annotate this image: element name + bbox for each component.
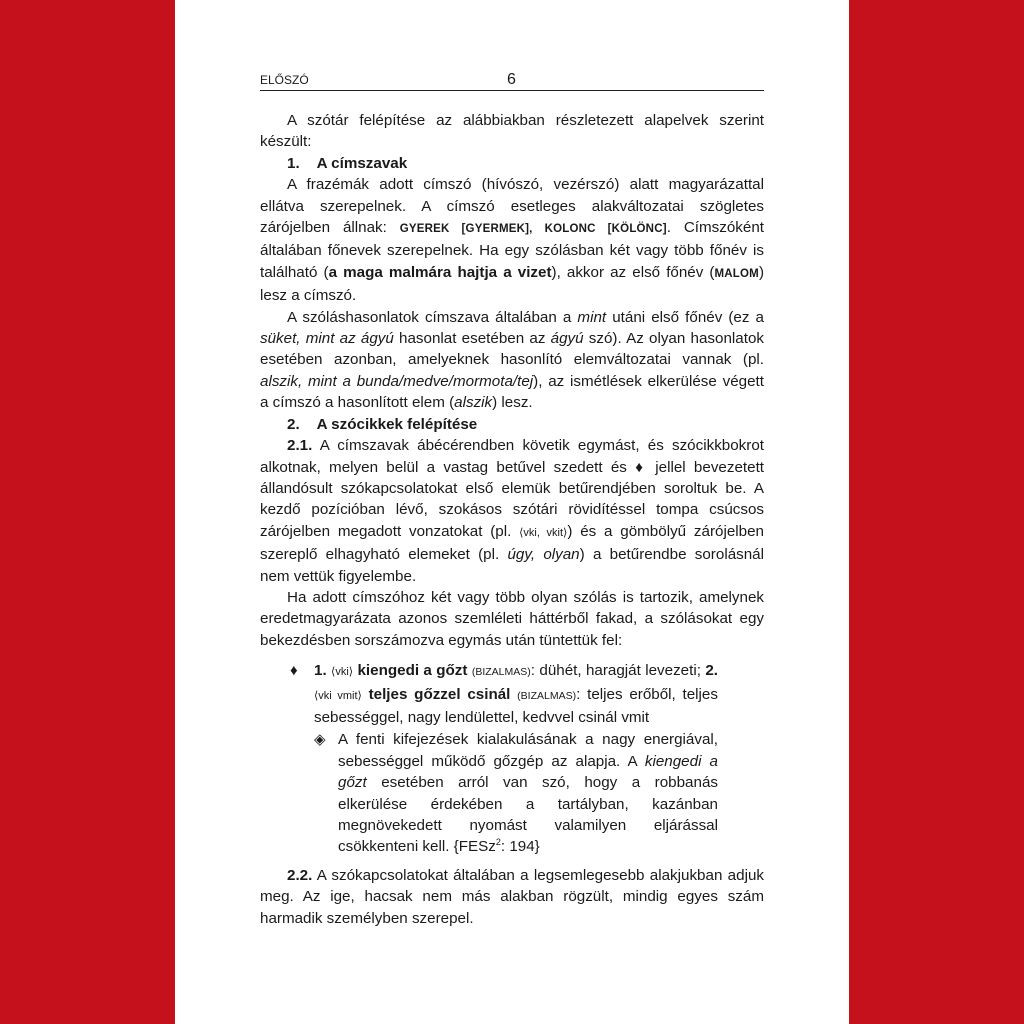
intro-paragraph: A szótár felépítése az alábbiakban részletezett alapelvek szerint készült: (260, 112, 764, 151)
paragraph-2-2: 2.2. A szókapcsolatokat általában a legsemlegesebb alakjukban adjuk meg. Az ige, hacsak nem más alakban rögzült, mindig egyes szám harmadik személyben szerepel. (260, 866, 764, 927)
example-entry (260, 660, 764, 858)
heading-1: 1. A címszavak (287, 154, 408, 172)
page-number: 6 (507, 71, 516, 88)
diamond-icon: ♦ (635, 458, 647, 476)
etymology-note: ◈ A fenti kifejezések kialakulásának a nagy energiával, sebességgel működő gőzgép az alapja. A kiengedi a gőzt esetében arról van szó, hogy a robbanás elkerülése érdekében a tartályban, kazánban megnövekedett nyomást valamilyen eljárással csökkenteni kell. {FESz$^2$: 194} (314, 731, 718, 856)
paragraph-numbering: Ha adott címszóhoz két vagy több olyan szólás is tartozik, amelynek eredetmagyarázata azonos szemléleti háttérből fakad, a szólásokat egy bekezdésben sorszámozva egymás után tüntettük fel: (260, 588, 764, 649)
paragraph-similes: A szóláshasonlatok címszava általában a mint utáni első főnév (ez a süket, mint az ágyú hasonlat esetében az ágyú szó). Az olyan hasonlatok esetében azonban, amelyeknek hasonlító elemváltozatai vannak (pl. alszik, mint a bunda/medve/mormota/tej), az ismétlések elkerülése végett a címszó a hasonlított elem (alszik) lesz. (260, 308, 764, 412)
diamond-icon: ♦ (290, 662, 298, 680)
paragraph-headwords: A frazémák adott címszó (hívószó, vezérszó) alatt magyarázattal ellátva szerepelnek. A címszó esetleges alakváltozatai szögletes zárójelben állnak: GYEREK [GYERMEK], KOLONC [KÖLÖNC]. Címszóként általában főnevek szerepelnek. Ha egy szólásban két vagy több főnév is található (a maga malmára hajtja a vizet), akkor az első főnév (MALOM) lesz a címszó. (260, 176, 764, 305)
entry-text: 1. ⟨vki⟩ kiengedi a gőzt (BIZALMAS): dühét, haragját levezeti; 2. ⟨vki vmit⟩ teljes gőzzel csinál (BIZALMAS): teljes erőből, teljes sebességgel, nagy lendülettel, kedvvel csinál vmit (314, 662, 718, 726)
paragraph-2-1: 2.1. A címszavak ábécérendben követik egymást, és szócikkbokrot alkotnak, melyen belül a vastag betűvel szedett és ♦ jellel bevezetett állandósult szókapcsolatokat első elemük betűrendjében soroltuk be. A kezdő pozícióban lévő, szokásos szótári rövidítéssel tompa csúcsos zárójelben megadott vonzatokat (pl. ⟨vki, vkit⟩) és a gömbölyű zárójelben szereplő elhagyható elemeket (pl. úgy, olyan) a betűrendbe sorolásnál nem vettük figyelembe. (260, 437, 765, 585)
outlined-diamond-icon: ◈ (314, 731, 326, 749)
book-page (175, 0, 849, 1024)
page-body (260, 110, 764, 929)
section-title: ELŐSZÓ (260, 73, 309, 87)
running-header (260, 68, 764, 91)
heading-2: 2. A szócikkek felépítése (287, 415, 478, 433)
